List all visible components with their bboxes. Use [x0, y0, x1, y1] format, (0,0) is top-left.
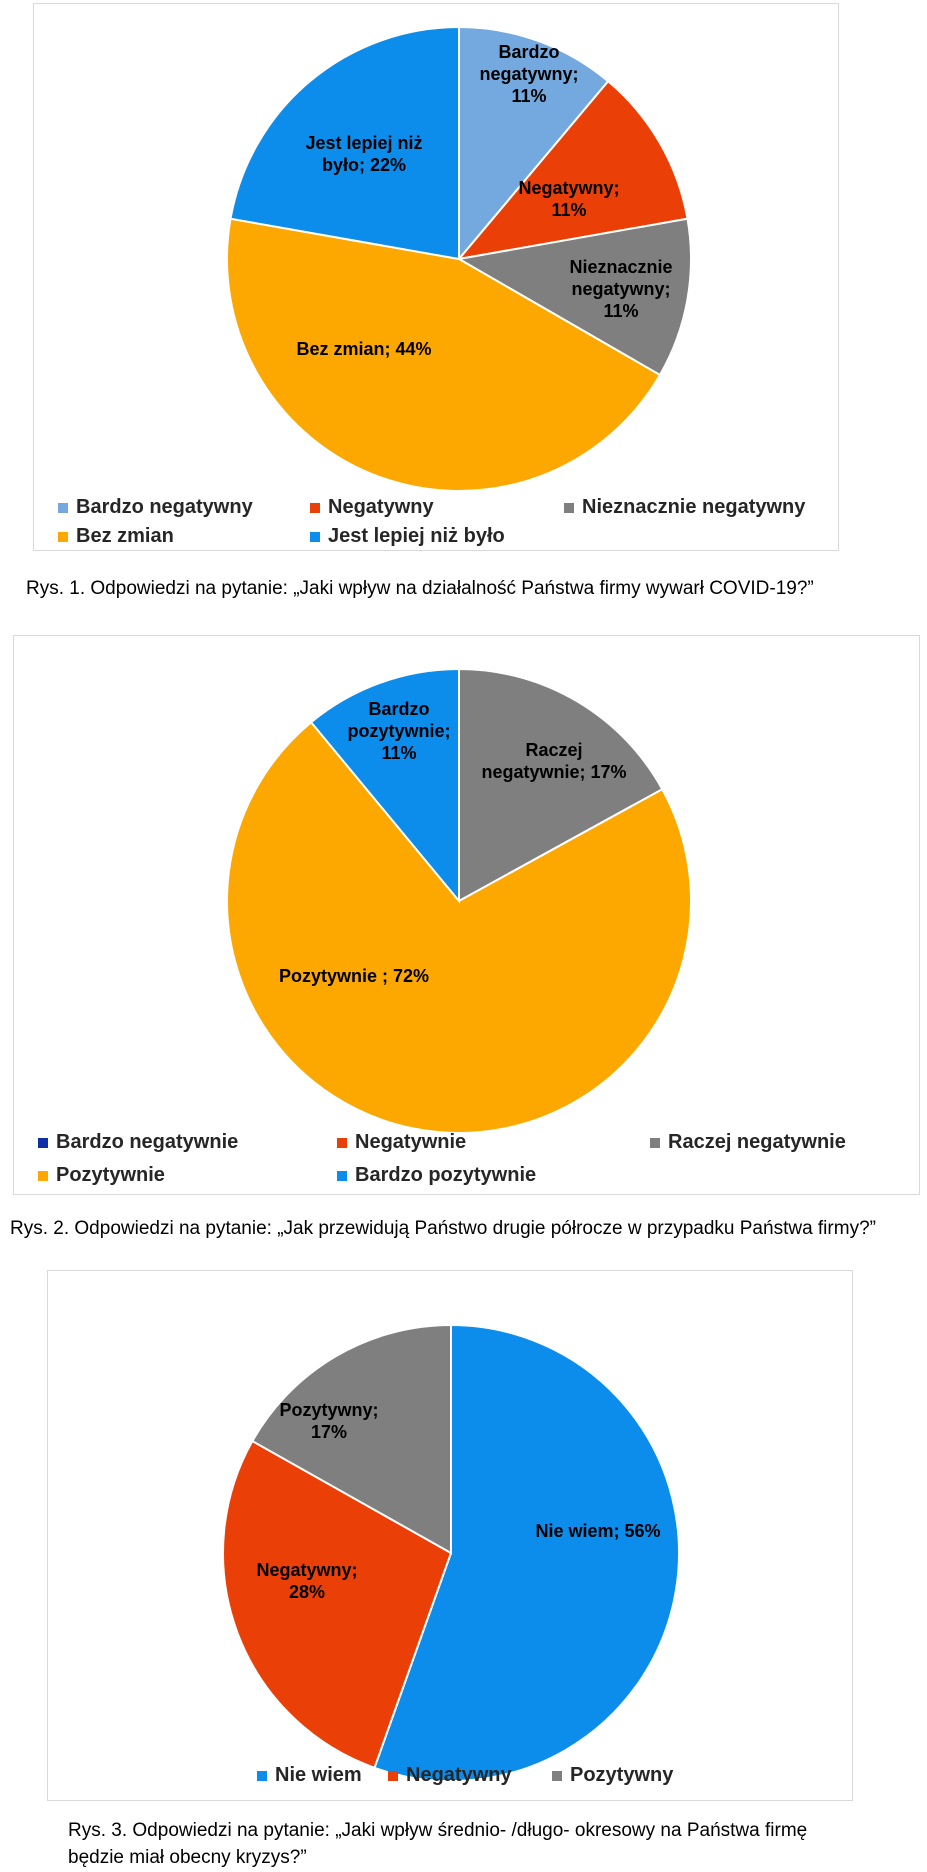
data-label: Bez zmian; 44% [296, 339, 432, 359]
data-label: Nieznacznie negatywny; 11% [569, 257, 673, 321]
legend-swatch [310, 503, 320, 513]
legend-item: Negatywnie [337, 1131, 466, 1154]
legend-item: Bardzo negatywny [58, 496, 253, 519]
legend-item: Raczej negatywnie [650, 1131, 846, 1154]
caption-2: Rys. 2. Odpowiedzi na pytanie: „Jak przewidują Państwo drugie półrocze w przypadku Państwa firmy?” [10, 1218, 876, 1239]
legend-swatch [58, 503, 68, 513]
data-label: Negatywny; 28% [256, 1560, 358, 1602]
legend-item: Pozytywnie [38, 1164, 165, 1187]
data-label: Negatywny; 11% [518, 178, 620, 220]
chart-2 [13, 635, 920, 1195]
legend-swatch [337, 1138, 347, 1148]
legend-swatch [257, 1771, 267, 1781]
chart-3 [47, 1270, 853, 1801]
legend-item: Nie wiem [257, 1764, 362, 1787]
legend-swatch [388, 1771, 398, 1781]
data-label: Pozytywnie ; 72% [278, 966, 430, 986]
legend-item: Bardzo negatywnie [38, 1131, 238, 1154]
legend-swatch [564, 503, 574, 513]
data-label: Pozytywny; 17% [279, 1400, 379, 1442]
data-label: Jest lepiej niż było; 22% [305, 133, 423, 175]
caption-3-line-1: Rys. 3. Odpowiedzi na pytanie: „Jaki wpływ średnio- /długo- okresowy na Państwa firmę [68, 1820, 808, 1841]
pie-chart-3 [48, 1271, 854, 1802]
legend-swatch [552, 1771, 562, 1781]
data-label: Nie wiem; 56% [535, 1521, 661, 1541]
data-label: Bardzo pozytywnie; 11% [347, 699, 451, 763]
legend-swatch [38, 1171, 48, 1181]
legend-swatch [58, 532, 68, 542]
data-label: Raczej negatywnie; 17% [481, 740, 627, 782]
legend-item: Negatywny [388, 1764, 512, 1787]
legend-swatch [337, 1171, 347, 1181]
legend-swatch [38, 1138, 48, 1148]
pie-chart-1 [34, 4, 840, 552]
caption-3-line-2: będzie miał obecny kryzys?” [68, 1847, 307, 1868]
pie-chart-2 [14, 636, 921, 1196]
legend-swatch [310, 532, 320, 542]
caption-1: Rys. 1. Odpowiedzi na pytanie: „Jaki wpływ na działalność Państwa firmy wywarł COVID-19?” [26, 578, 814, 599]
legend-item: Jest lepiej niż było [310, 525, 505, 548]
data-label: Bardzo negatywny; 11% [479, 42, 579, 106]
chart-1 [33, 3, 839, 551]
legend-item: Nieznacznie negatywny [564, 496, 805, 519]
legend-item: Pozytywny [552, 1764, 673, 1787]
legend-swatch [650, 1138, 660, 1148]
legend-item: Bez zmian [58, 525, 174, 548]
legend-item: Bardzo pozytywnie [337, 1164, 536, 1187]
legend-item: Negatywny [310, 496, 434, 519]
